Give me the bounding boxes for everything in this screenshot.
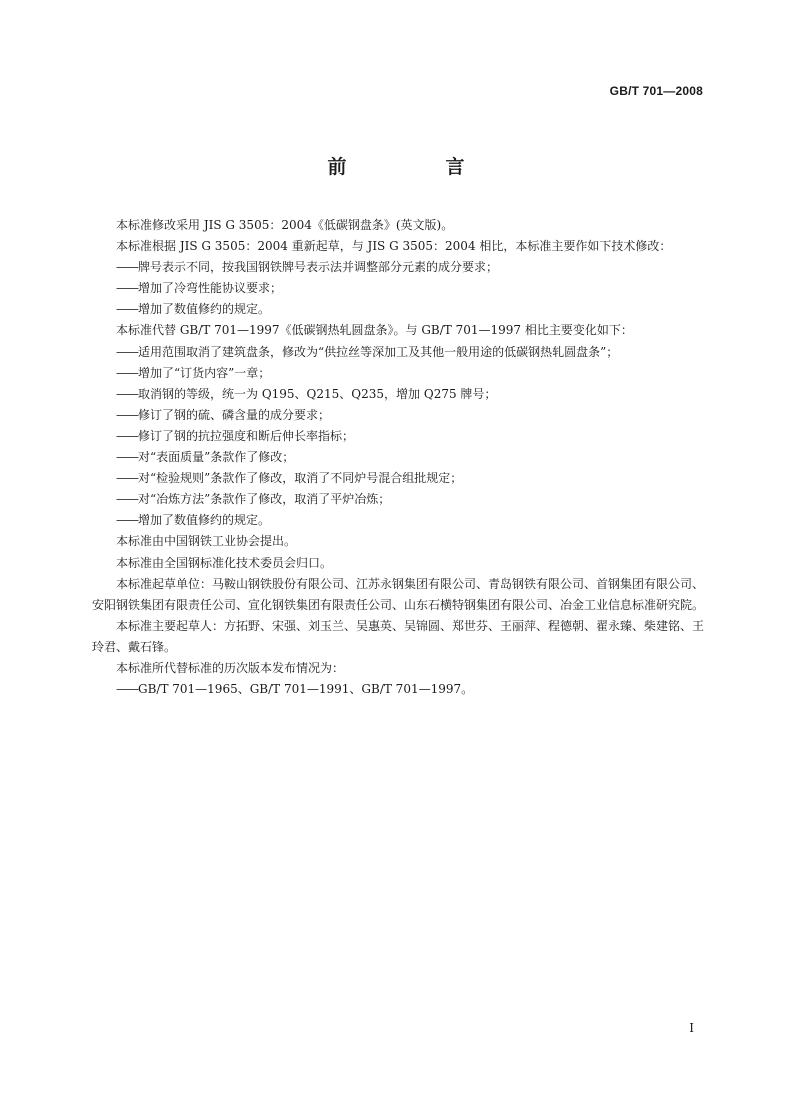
dash-item-text: 取消钢的等级，统一为 Q195、Q215、Q235，增加 Q275 牌号； [138,386,497,401]
page-title: 前 言 [327,156,505,178]
dash-item-text: 增加了冷弯性能协议要求； [138,281,283,296]
dash-item-text: 增加了数值修约的规定。 [138,513,271,528]
dash-item-text: 修订了钢的硫、磷含量的成分要求； [138,407,331,422]
dash-list-item [92,405,704,426]
dash-list-item [92,384,704,405]
foreword-paragraph: 本标准由中国钢铁工业协会提出。 [116,534,297,549]
dash-list-item [92,363,704,384]
dash-mark: —— [116,471,138,486]
dash-mark: —— [116,281,138,296]
dash-item-text: 牌号表示不同，按我国钢铁牌号表示法并调整部分元素的成分要求； [138,260,499,275]
dash-list-item [92,299,704,320]
dash-list-item [92,679,704,700]
dash-list-item [92,510,704,531]
foreword-paragraph: 本标准根据 JIS G 3505：2004 重新起草，与 JIS G 3505：2004 相比，本标准主要作如下技术修改： [116,239,672,254]
foreword-paragraph: 本标准所代替标准的历次版本发布情况为： [116,660,345,675]
drafters-paragraph: 本标准主要起草人：方拓野、宋强、刘玉兰、吴惠英、吴锦圆、郑世芬、王丽萍、程德朝、翟永臻、柴建铭、王玲君、戴石锋。 [92,618,705,654]
dash-mark: —— [116,386,138,401]
foreword-paragraph: 本标准由全国钢标准化技术委员会归口。 [116,555,333,570]
dash-list-item [92,489,704,510]
dash-list-item [92,447,704,468]
drafting-units-paragraph: 本标准起草单位：马鞍山钢铁股份有限公司、江苏永钢集团有限公司、青岛钢铁有限公司、首钢集团有限公司、安阳钢铁集团有限责任公司、宣化钢铁集团有限责任公司、山东石横特钢集团有限公司、冶金工业信息标准研究院。 [92,576,705,612]
dash-mark: —— [116,365,138,380]
dash-mark: —— [116,682,138,697]
dash-list-item [92,278,704,299]
page-number: I [689,1021,694,1035]
dash-item-text: 对“表面质量”条款作了修改； [138,450,295,465]
dash-item-text: 增加了数值修约的规定。 [138,302,271,317]
dash-list-item [92,257,704,278]
dash-mark: —— [116,450,138,465]
dash-mark: —— [116,513,138,528]
dash-item-text: 修订了钢的抗拉强度和断后伸长率指标； [138,428,355,443]
foreword-paragraph: 本标准代替 GB/T 701—1997《低碳钢热轧圆盘条》。与 GB/T 701—1997 相比主要变化如下： [116,323,633,338]
foreword-paragraph: 本标准修改采用 JIS G 3505：2004《低碳钢盘条》(英文版)。 [116,218,454,232]
dash-mark: —— [116,428,138,443]
dash-mark: —— [116,260,138,275]
dash-list-item [92,342,704,363]
dash-item-text: 对“检验规则”条款作了修改，取消了不同炉号混合组批规定； [138,471,463,486]
dash-item-text: 适用范围取消了建筑盘条，修改为“供拉丝等深加工及其他一般用途的低碳钢热轧圆盘条”； [138,344,619,359]
dash-mark: —— [116,407,138,422]
dash-mark: —— [116,344,138,359]
dash-list-item [92,426,704,447]
dash-list-item [92,468,704,489]
standard-code: GB/T 701—2008 [609,84,703,98]
dash-item-text: 对“冶炼方法”条款作了修改，取消了平炉冶炼； [138,492,391,507]
dash-mark: —— [116,492,138,507]
dash-mark: —— [116,302,138,317]
dash-item-text: 增加了“订货内容”一章； [138,365,271,380]
dash-item-text: GB/T 701—1965、GB/T 701—1991、GB/T 701—1997。 [138,682,474,697]
foreword-body [92,215,704,700]
